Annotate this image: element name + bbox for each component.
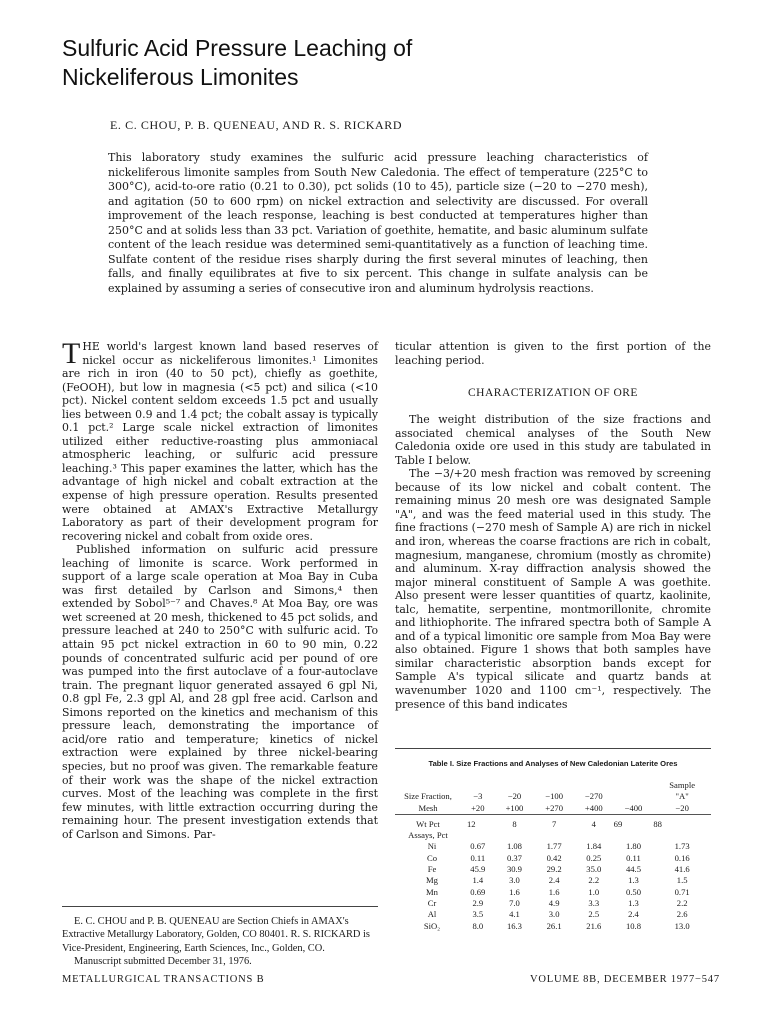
- table-cell: 16.3: [506, 920, 522, 931]
- table-row-label: Mn: [426, 886, 438, 897]
- table-header-cell: [614, 791, 654, 802]
- table-cell: 4.9: [548, 897, 560, 908]
- table-cell: 10.8: [625, 920, 641, 931]
- footnote-divider: [62, 906, 378, 907]
- table-row: [395, 841, 711, 852]
- table-row: [395, 853, 711, 864]
- table-cell: 3.5: [472, 909, 484, 920]
- table-cell: 1.0: [588, 886, 600, 897]
- table-cell: 2.5: [588, 909, 600, 920]
- table-header-cell: −20: [653, 803, 711, 815]
- table-cell: 1.73: [674, 841, 690, 852]
- table-row-label: Assays, Pct: [408, 830, 448, 841]
- table-cell: [614, 830, 654, 841]
- table-cell: [461, 780, 495, 791]
- journal-name: METALLURGICAL TRANSACTIONS B: [62, 974, 265, 985]
- table-row-label: Fe: [427, 864, 437, 875]
- table-cell: 1.80: [625, 841, 641, 852]
- left-column: [62, 337, 378, 841]
- right-column: [395, 340, 711, 711]
- table-cell: 1.3: [628, 875, 639, 886]
- section-heading: CHARACTERIZATION OF ORE: [468, 387, 638, 400]
- table-header-cell: −270: [584, 791, 603, 802]
- ore-paragraph-1: The weight distribution of the size fractions and associated chemical analyses of the South New Caledonia oxide ore used in this study are tabulated in Table I below.: [395, 413, 711, 467]
- table-row-label: Mg: [426, 875, 438, 886]
- table-cell: 4: [591, 818, 596, 829]
- table-row-label: Cr: [427, 897, 437, 908]
- table-header-cell: +400: [574, 803, 614, 815]
- drop-cap: T: [62, 337, 81, 370]
- table-cell: 0.42: [546, 852, 562, 863]
- table-cell: 1.77: [546, 841, 562, 852]
- table-cell: 1.5: [676, 875, 688, 886]
- table-header-cell: +270: [534, 803, 574, 815]
- table-cell: 3.0: [509, 875, 520, 886]
- table-cell: [574, 830, 614, 841]
- table-cell: 0.11: [626, 852, 641, 863]
- table-cell: 3.3: [588, 897, 600, 908]
- table-cell: 12: [467, 818, 476, 829]
- table-cell: 41.6: [674, 864, 690, 875]
- table-cell: 21.6: [586, 920, 602, 931]
- table-cell: 0.50: [625, 886, 641, 897]
- table-cell: 26.1: [546, 920, 562, 931]
- table-cell: [614, 780, 654, 791]
- table-caption: Table I. Size Fractions and Analyses of New Caledonian Laterite Ores: [428, 759, 678, 768]
- table-row-label: Ni: [427, 841, 437, 852]
- table-row: [395, 921, 711, 932]
- table-cell: 1.4: [472, 875, 484, 886]
- table-cell: 88: [653, 818, 662, 829]
- table-cell: 1.6: [548, 886, 560, 897]
- table-header-cell: −400: [614, 803, 654, 815]
- article-title: [62, 34, 702, 92]
- table-row: [395, 898, 711, 909]
- table-header-sample-a: "A": [675, 791, 689, 802]
- table-cell: 0.11: [470, 852, 486, 863]
- intro-text: HE world's largest known land based reserves of nickel occur as nickeliferous limonites.¹ Limonites are rich in iron (40 to 50 pct), chiefly as goethite, (FeOOH), but low in magnesia (<5 pct) and silica (<10 pct). Nickel content seldom exceeds 1.5 pct and usually lies between 0.9 and 1.4 pct; the cobalt assay is typically 0.1 pct.² Large scale nickel extraction of limonites utilized either reductive-roasting plus ammoniacal atmospheric leaching, or sulfuric acid pressure leaching.³ This paper examines the latter, which has the advantage of high nickel and cobalt extraction at the expense of high pressure operation. Results presented were obtained at AMAX's Extractive Metallurgy Laboratory as part of their development program for recovering nickel and cobalt from oxide ores.: [62, 340, 378, 543]
- table-row-label: SiO₂: [423, 920, 441, 931]
- table-cell: 2.4: [548, 875, 560, 886]
- intro-paragraph: [62, 337, 378, 543]
- table-row-label: Al: [427, 909, 437, 920]
- table-cell: 1.6: [509, 886, 520, 897]
- table-cell: 1.84: [586, 841, 602, 852]
- table-cell: 45.9: [470, 864, 486, 875]
- table-header-cell: −3: [473, 791, 483, 802]
- table-cell: [653, 830, 711, 841]
- table-cell: 1.3: [628, 897, 639, 908]
- author-list: E. C. CHOU, P. B. QUENEAU, AND R. S. RICKARD: [110, 118, 403, 132]
- table-cell: [574, 780, 614, 791]
- table-header-cell: +100: [495, 803, 535, 815]
- table-cell: 3.0: [548, 909, 560, 920]
- table-cell: 0.67: [470, 841, 486, 852]
- table-row: [395, 887, 711, 898]
- table-cell: 30.9: [506, 864, 522, 875]
- body-paragraph-2: Published information on sulfuric acid pressure leaching of limonite is scarce. Work performed in support of a large scale operation at Moa Bay in Cuba was first detailed by Carlson and Simons,⁴ then extended by Sobol⁵⁻⁷ and Chaves.⁸ At Moa Bay, ore was wet screened at 20 mesh, thickened to 45 pct solids, and pressure leached at 240 to 250°C with sulfuric acid. To attain 95 pct nickel extraction in 60 to 90 min, 0.22 pounds of concentrated sulfuric acid per pound of ore was pumped into the first autoclave of a four-autoclave train. The pregnant liquor generated assayed 6 gpl Ni, 0.8 gpl Fe, 2.3 gpl Al, and 28 gpl free acid. Carlson and Simons reported on the kinetics and mechanism of this pressure leach, demonstrating the importance of acid/ore ratio and temperature; kinetics of nickel extraction were explained by three nickel-bearing species, but no proof was given. The remarkable feature of their work was the shape of the nickel extraction curves. Most of the leaching was complete in the first few minutes, with little extraction occurring during the remaining hour. The present investigation extends that of Carlson and Simons. Par-: [62, 543, 378, 841]
- table-row-label: Wt Pct: [416, 818, 440, 829]
- table-cell: 0.69: [470, 886, 486, 897]
- table-cell: 7: [551, 818, 557, 829]
- table-header-cell: −20: [507, 791, 522, 802]
- continuation-paragraph: ticular attention is given to the first portion of the leaching period.: [395, 340, 711, 367]
- table-cell: 0.16: [674, 852, 690, 863]
- volume-page: VOLUME 8B, DECEMBER 1977−547: [530, 974, 720, 985]
- table-header-label: Size Fraction,: [404, 791, 452, 802]
- table-cell: 2.4: [628, 909, 639, 920]
- table-header-cell: −100: [545, 791, 563, 802]
- table-row: [395, 909, 711, 920]
- table-cell: 69: [613, 818, 623, 829]
- table-row-label: Co: [426, 852, 438, 863]
- table-top-rule: [395, 748, 711, 749]
- table-cell: 0.25: [586, 852, 602, 863]
- table-cell: 7.0: [509, 897, 520, 908]
- table-cell: 2.2: [588, 875, 600, 886]
- table-cell: 2.2: [676, 897, 688, 908]
- table-cell: [495, 830, 535, 841]
- table-row: [395, 875, 711, 886]
- table-header-cell: +20: [461, 803, 495, 815]
- footnote-submitted: Manuscript submitted December 31, 1976.: [74, 956, 252, 968]
- table-cell: 13.0: [674, 920, 690, 931]
- title-line-1: Sulfuric Acid Pressure Leaching of: [62, 35, 413, 61]
- footnote-affiliations: E. C. CHOU and P. B. QUENEAU are Section Chiefs in AMAX's Extractive Metallurgy Laboratory, Golden, CO 80401. R. S. RICKARD is Vice-President, Engineering, Earth Sciences, Inc., Golden, CO.: [62, 916, 370, 954]
- title-line-2: Nickeliferous Limonites: [62, 64, 299, 90]
- abstract: This laboratory study examines the sulfuric acid pressure leaching characteristics of nickeliferous limonite samples from South New Caledonia. The effect of temperature (225°C to 300°C), acid-to-ore ratio (0.21 to 0.30), pct solids (10 to 45), particle size (−20 to −270 mesh), and agitation (50 to 600 rpm) on nickel extraction and selectivity are discussed. For overall improvement of the leach response, leaching is best conducted at temperatures higher than 250°C and at solids less than 33 pct. Variation of goethite, hematite, and basic aluminum sulfate content of the leach residue was determined semi-quantitatively as a function of leaching time. Sulfate content of the residue rises sharply during the first several minutes of leaching, then falls, and finally equilibrates at five to six percent. This change in sulfate analysis can be explained by assuming a series of consecutive iron and aluminum hydrolysis reactions.: [108, 151, 648, 295]
- table-cell: 2.6: [676, 909, 688, 920]
- table-cell: 2.9: [472, 897, 484, 908]
- author-footnote: [62, 915, 378, 969]
- table-cell: [495, 780, 535, 791]
- table-cell: 8: [512, 818, 517, 829]
- table-cell: [461, 830, 495, 841]
- table-cell: [534, 830, 574, 841]
- table-row: [395, 864, 711, 875]
- table-cell: 0.71: [674, 886, 690, 897]
- table-cell: 8.0: [472, 920, 484, 931]
- table-cell: 35.0: [586, 864, 602, 875]
- table-corner: [395, 780, 461, 791]
- table-cell: 44.5: [625, 864, 641, 875]
- table-header-sample: Sample: [669, 780, 696, 790]
- ore-paragraph-2: The −3/+20 mesh fraction was removed by screening because of its low nickel and cobalt content. The remaining minus 20 mesh ore was designated Sample "A", and was the feed material used in this study. The fine fractions (−270 mesh of Sample A) are rich in nickel and iron, whereas the coarse fractions are rich in cobalt, magnesium, manganese, chromium (mostly as chromite) and aluminum. X-ray diffraction analysis showed the major mineral constituent of Sample A was goethite. Also present were lesser quantities of quartz, kaolinite, talc, hematite, serpentine, montmorillonite, chromite and lithiophorite. The infrared spectra both of Sample A and of a typical limonitic ore sample from Moa Bay were also obtained. Figure 1 shows that both samples have similar characteristic absorption bands except for Sample A's typical silicate and quartz bands at wavenumber 1020 and 1100 cm⁻¹, respectively. The presence of this band indicates: [395, 467, 711, 711]
- size-fraction-table: [395, 780, 711, 932]
- table-cell: 4.1: [509, 909, 520, 920]
- table-cell: 29.2: [546, 864, 562, 875]
- table-cell: 0.37: [506, 852, 522, 863]
- table-cell: 1.08: [506, 841, 522, 852]
- table-header-label: Mesh: [395, 803, 461, 815]
- table-cell: [534, 780, 574, 791]
